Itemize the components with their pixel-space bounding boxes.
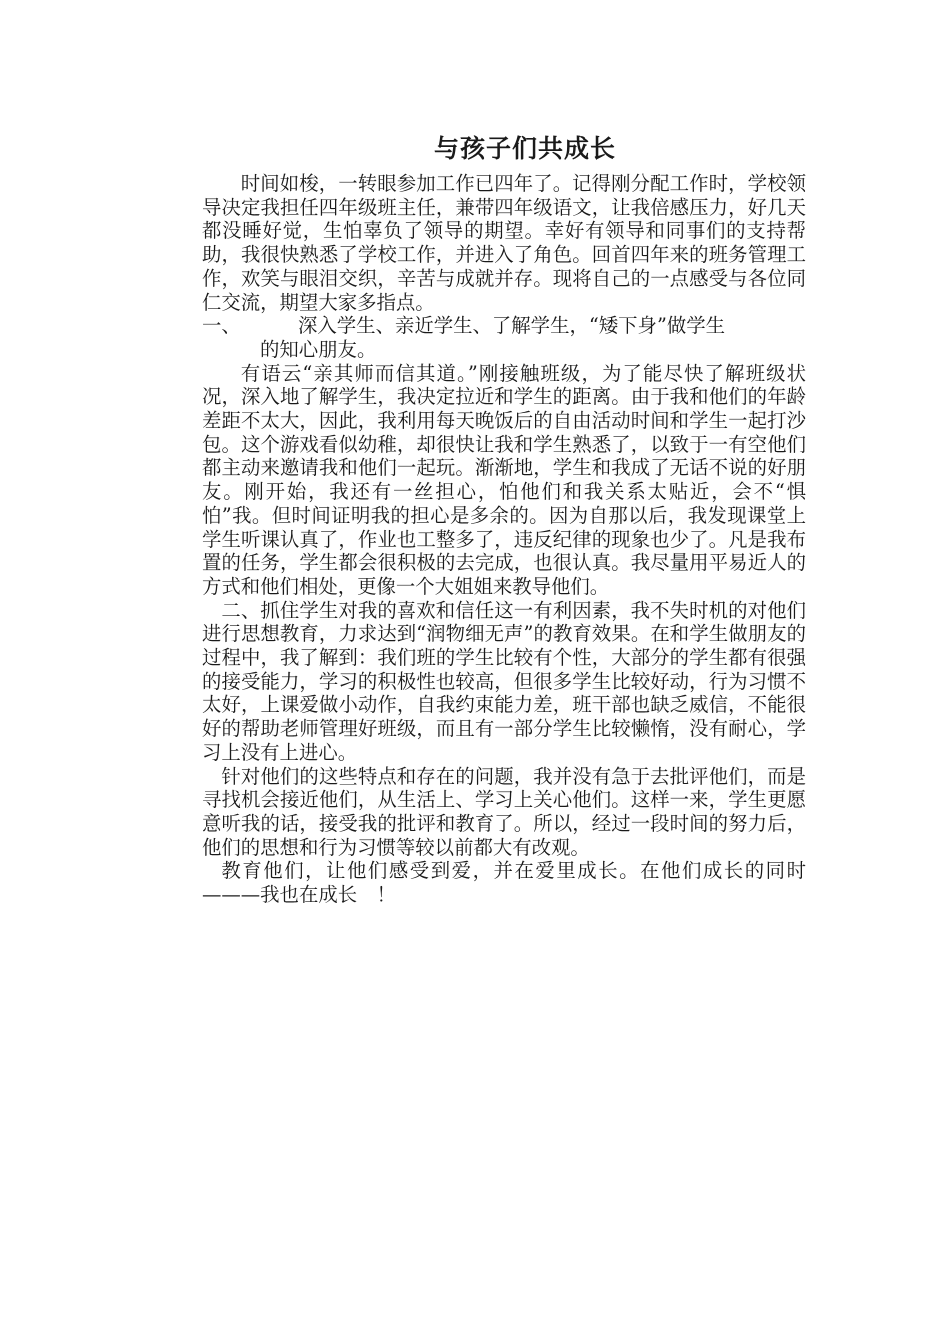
section-2-paragraph: 二、抓住学生对我的喜欢和信任这一有利因素，我不失时机的对他们进行思想教育，力求达到“润物细无声”的教育效果。在和学生做朋友的过程中，我了解到：我们班的学生比较有个性，大部分的学生都有很强的接受能力，学习的积极性也较高，但很多学生比较好动，行为习惯不太好，上课爱做小动作，自我约束能力差，班干部也缺乏威信，不能很好的帮助老师管理好班级，而且有一部分学生比较懒惰，没有耐心，学习上没有上进心。: [202, 598, 806, 764]
page-title: 与孩子们共成长: [433, 134, 616, 163]
closing-paragraph: 教育他们，让他们感受到爱，并在爱里成长。在他们成长的同时———我也在成长 ！: [202, 859, 806, 907]
section-2-paragraph-2: 针对他们的这些特点和存在的问题，我并没有急于去批评他们，而是寻找机会接近他们，从生活上、学习上关心他们。这样一来，学生更愿意听我的话，接受我的批评和教育了。所以，经过一段时间的努力后，他们的思想和行为习惯等较以前都大有改观。: [202, 764, 806, 859]
section-1-paragraph: 有语云“亲其师而信其道。”刚接触班级，为了能尽快了解班级状况，深入地了解学生，我决定拉近和学生的距离。由于我和他们的年龄差距不太大，因此，我利用每天晚饭后的自由活动时间和学生一起打沙包。这个游戏看似幼稚，却很快让我和学生熟悉了，以致于一有空他们都主动来邀请我和他们一起玩。渐渐地，学生和我成了无话不说的好朋友。刚开始，我还有一丝担心，怕他们和我关系太贴近，会不“惧怕”我。但时间证明我的担心是多余的。因为自那以后，我发现课堂上学生听课认真了，作业也工整多了，违反纪律的现象也少了。凡是我布置的任务，学生都会很积极的去完成，也很认真。我尽量用平易近人的方式和他们相处，更像一个大姐姐来教导他们。: [202, 361, 806, 598]
section-1-number: 一、: [202, 314, 241, 338]
document-body: [202, 172, 806, 907]
section-1-heading-text: 深入学生、亲近学生、了解学生，“矮下身”做学生: [298, 314, 726, 338]
section-1-heading: [202, 314, 806, 338]
intro-paragraph: 时间如梭，一转眼参加工作已四年了。记得刚分配工作时，学校领导决定我担任四年级班主任，兼带四年级语文，让我倍感压力，好几天都没睡好觉，生怕辜负了领导的期望。幸好有领导和同事们的支持帮助，我很快熟悉了学校工作，并进入了角色。回首四年来的班务管理工作，欢笑与眼泪交织，辛苦与成就并存。现将自己的一点感受与各位同仁交流，期望大家多指点。: [202, 172, 806, 314]
section-1-heading-continued: 的知心朋友。: [260, 337, 377, 361]
